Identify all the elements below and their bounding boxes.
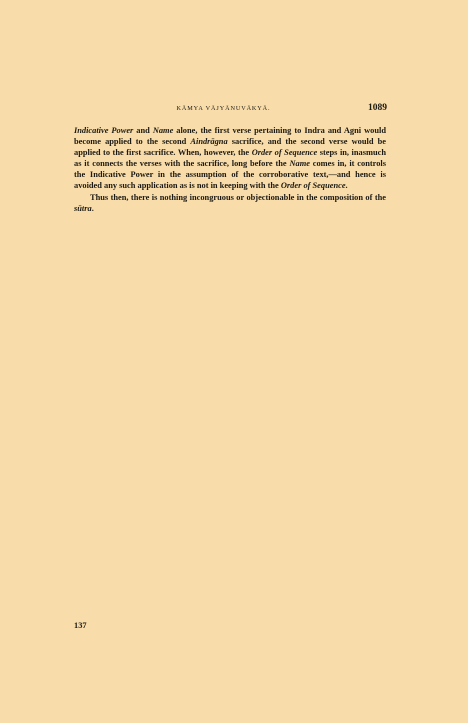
italic-term: Name <box>289 159 310 169</box>
paragraph-2: Thus then, there is nothing incongruous or objectionable in the composition of the sūtra. <box>74 192 386 213</box>
italic-term: Order of Sequence <box>280 181 346 191</box>
italic-term: sūtra <box>74 203 92 213</box>
running-title: KĀMYA VĀJYĀNUVĀKYĀ. <box>176 105 271 112</box>
running-head <box>60 103 387 115</box>
italic-term: Indicative Power <box>74 126 134 135</box>
page-number: 1089 <box>368 103 387 113</box>
italic-term: Order of Sequence <box>251 148 318 158</box>
italic-term: Aindrāgna <box>190 137 228 147</box>
text-block <box>74 125 386 214</box>
signature-mark: 137 <box>74 621 87 630</box>
italic-term: Name <box>152 126 174 135</box>
paragraph-1: Indicative Power and Name alone, the first verse pertaining to Indra and Agni would become applied to the second Aindrāgna sacrifice, and the second verse would be applied to the first sacrifice. When, however, the Order of Sequence steps in, inasmuch as it connects the verses with the sacrifice, long before the Name comes in, it controls the Indicative Power in the assumption of the corroborative text,—and hence is avoided any such application as is not in keeping with the Order of Sequence. <box>74 126 386 191</box>
